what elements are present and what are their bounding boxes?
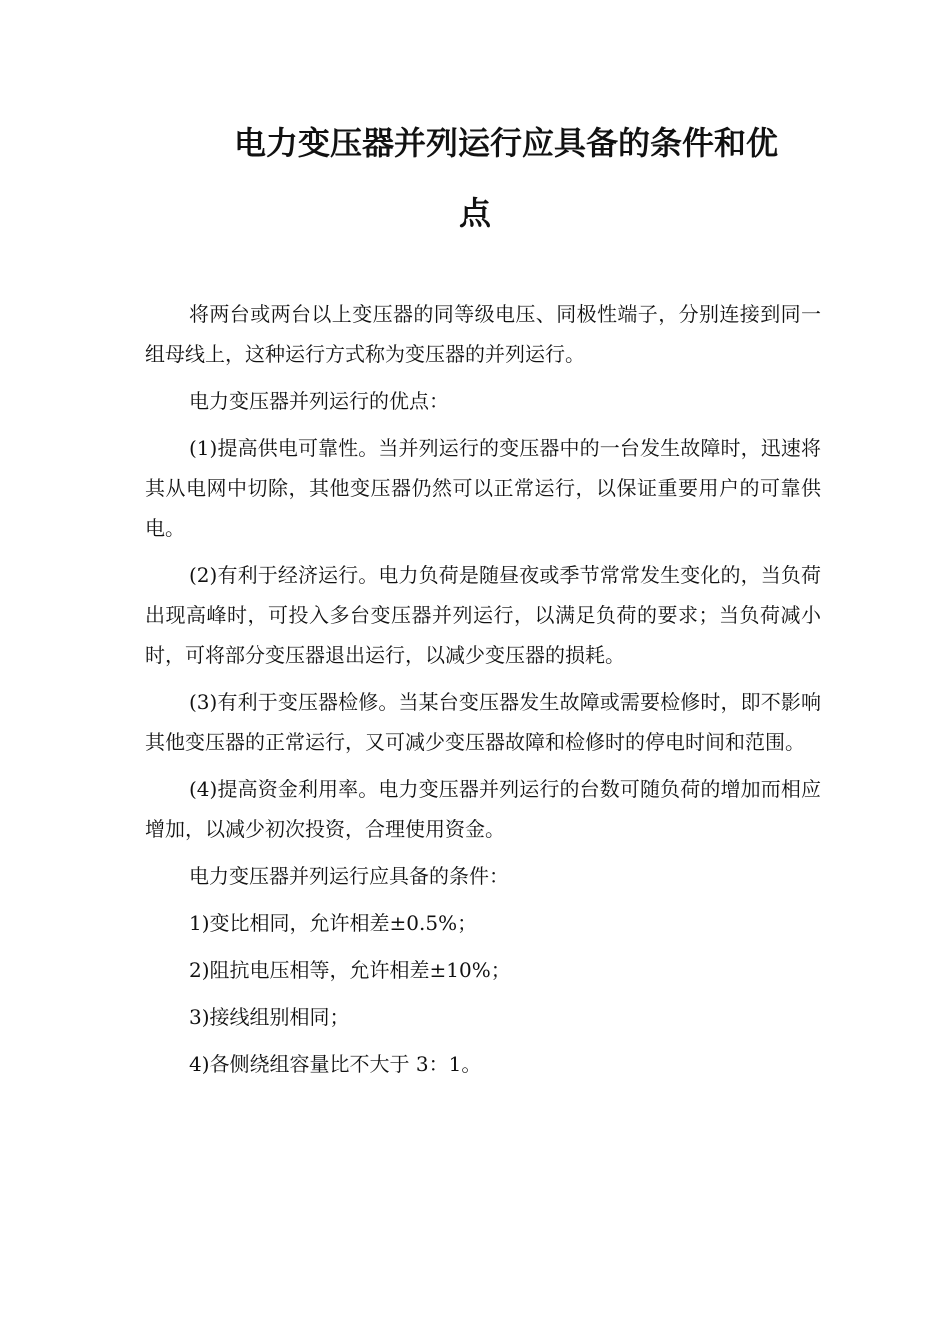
title-line-2: 点 bbox=[458, 194, 491, 232]
paragraph-advantage-4: (4)提高资金利用率。电力变压器并列运行的台数可随负荷的增加而相应增加，以减少初次投资，合理使用资金。 bbox=[145, 777, 821, 841]
paragraph-condition-3: 3)接线组别相同； bbox=[189, 1005, 350, 1029]
paragraph-condition-2: 2)阻抗电压相等，允许相差±10%； bbox=[189, 958, 511, 982]
paragraph-advantage-2: (2)有利于经济运行。电力负荷是随昼夜或季节常常发生变化的，当负荷出现高峰时，可投入多台变压器并列运行，以满足负荷的要求；当负荷减小时，可将部分变压器退出运行，以减少变压器的损耗。 bbox=[145, 563, 821, 667]
paragraph-intro: 将两台或两台以上变压器的同等级电压、同极性端子，分别连接到同一组母线上，这种运行方式称为变压器的并列运行。 bbox=[145, 302, 821, 366]
paragraph-condition-1: 1)变比相同，允许相差±0.5%； bbox=[189, 911, 478, 935]
paragraph-condition-4: 4)各侧绕组容量比不大于 3：1。 bbox=[189, 1052, 482, 1076]
document-title bbox=[145, 108, 805, 248]
title-line-1: 电力变压器并列运行应具备的条件和优 bbox=[233, 124, 778, 162]
document-body bbox=[145, 294, 821, 1091]
paragraph-advantage-3: (3)有利于变压器检修。当某台变压器发生故障或需要检修时，即不影响其他变压器的正常运行，又可减少变压器故障和检修时的停电时间和范围。 bbox=[145, 690, 821, 754]
paragraph-conditions-heading: 电力变压器并列运行应具备的条件： bbox=[189, 864, 509, 888]
paragraph-advantage-1: (1)提高供电可靠性。当并列运行的变压器中的一台发生故障时，迅速将其从电网中切除，其他变压器仍然可以正常运行，以保证重要用户的可靠供电。 bbox=[145, 436, 821, 540]
paragraph-advantages-heading: 电力变压器并列运行的优点： bbox=[189, 389, 449, 413]
